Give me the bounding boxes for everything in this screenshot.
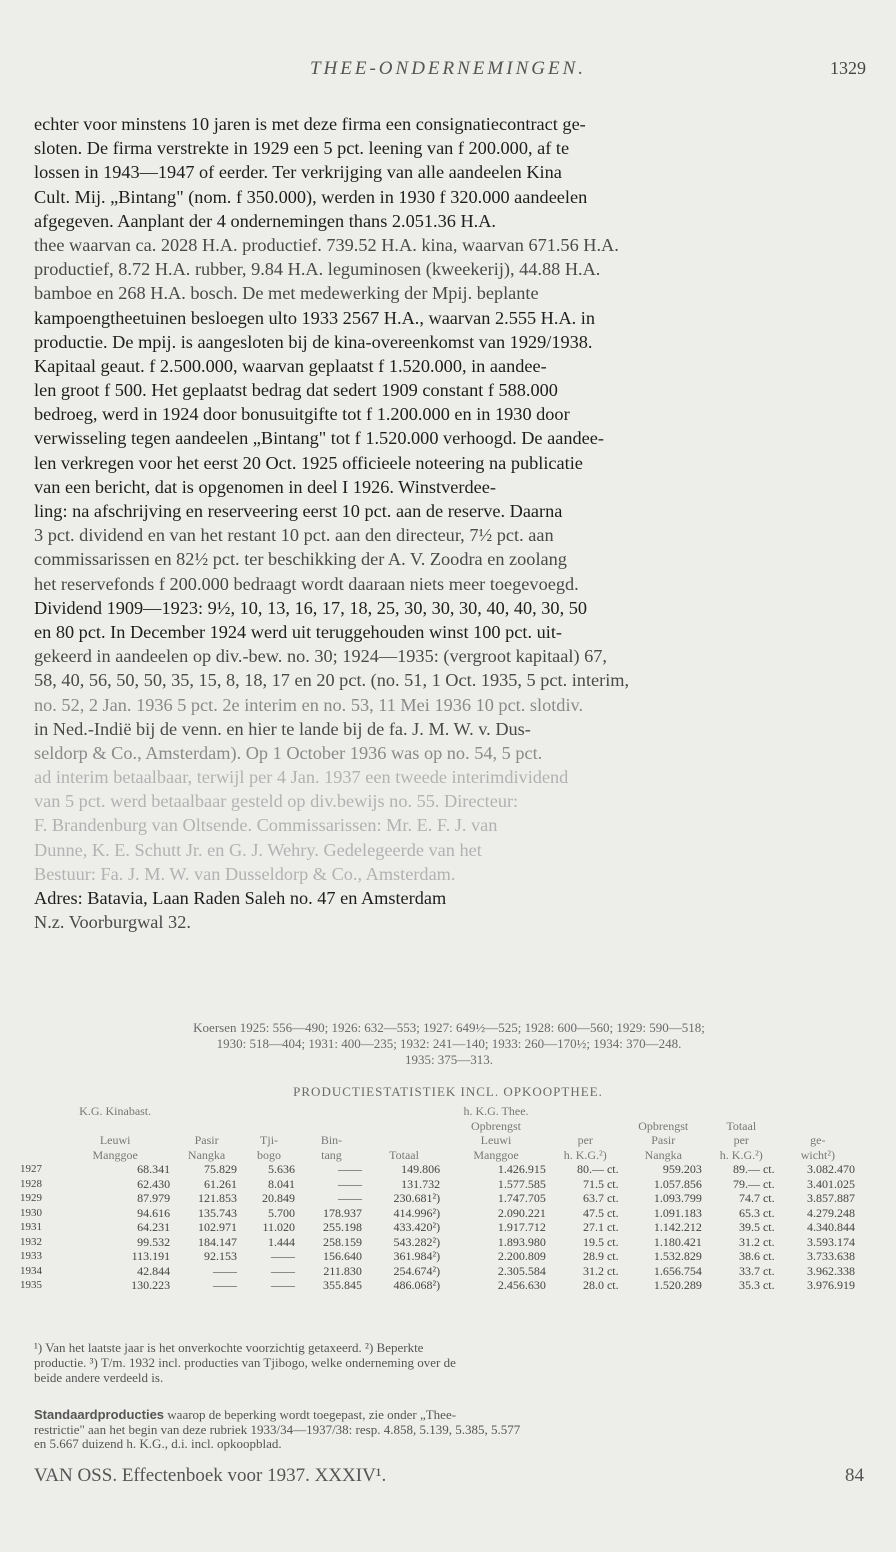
page-number: 1329 <box>830 58 866 78</box>
body-line: F. Brandenburg van Oltsende. Commissarissen: Mr. E. F. J. van <box>34 815 498 836</box>
header-cell: Opbrengst <box>470 1118 521 1133</box>
year-cell: 1934 <box>20 1264 42 1277</box>
body-line: sloten. De firma verstrekte in 1929 een 5 pct. leening van f 200.000, af te <box>34 138 570 159</box>
production-table <box>20 1104 858 1293</box>
header-cell <box>240 1119 298 1134</box>
header-cell: Manggoe <box>92 1147 138 1162</box>
header-cell <box>173 1104 240 1119</box>
header-cell: h. K.G. Thee. <box>463 1104 529 1118</box>
header-cell: Opbrengst <box>638 1118 689 1133</box>
header-cell: Bin- <box>320 1133 343 1147</box>
table-cell: 19.5 ct. <box>582 1234 619 1249</box>
table-cell: 74.7 ct. <box>738 1191 775 1205</box>
header-cell: Leuwi <box>99 1133 131 1147</box>
header-cell: Leuwi <box>480 1133 512 1147</box>
header-cell: Nangka <box>187 1147 226 1162</box>
page-title: THEE-ONDERNEMINGEN. <box>309 58 586 79</box>
body-line: 3 pct. dividend en van het restant 10 pct. aan den directeur, 7½ pct. aan <box>34 525 554 546</box>
body-line: van een bericht, dat is opgenomen in deel I 1926. Winstverdee- <box>34 476 496 497</box>
table-cell: 1.520.289 <box>653 1278 702 1292</box>
page-footer <box>34 1465 864 1491</box>
table-cell: 5.700 <box>268 1205 296 1220</box>
table-cell: 211.830 <box>323 1263 362 1278</box>
table-cell: —— <box>271 1278 296 1292</box>
header-cell <box>549 1119 622 1134</box>
year-cell: 1928 <box>20 1177 42 1190</box>
standaard-label: Standaardproducties <box>34 1407 165 1422</box>
header-cell: K.G. Kinabast. <box>79 1104 152 1118</box>
body-line: afgegeven. Aanplant der 4 ondernemingen thans 2.051.36 H.A. <box>34 210 496 231</box>
year-cell: 1931 <box>20 1221 42 1233</box>
header-cell: Totaal <box>389 1147 419 1162</box>
table-cell: 1.917.712 <box>497 1220 546 1234</box>
koersen-line: 1935: 375—313. <box>404 1052 494 1067</box>
table-cell: 20.849 <box>262 1191 296 1205</box>
table-cell: 486.068²) <box>393 1278 441 1292</box>
header-cell: Tji- <box>260 1133 279 1147</box>
body-line: thee waarvan ca. 2028 H.A. productief. 739.52 H.A. kina, waarvan 671.56 H.A. <box>34 234 619 255</box>
table-row <box>20 1220 858 1235</box>
header-cell: Pasir <box>194 1133 219 1147</box>
table-header-row <box>20 1148 858 1163</box>
table-cell: 1.893.980 <box>497 1234 546 1249</box>
footnote-line: ¹) Van het laatste jaar is het onverkochte voorzichtig getaxeerd. ²) Beperkte <box>34 1340 424 1355</box>
header-cell <box>365 1104 443 1119</box>
header-cell <box>365 1133 443 1148</box>
table-cell: 31.2 ct. <box>738 1234 775 1249</box>
year-cell: 1930 <box>20 1206 42 1219</box>
standaard-text: en 5.667 duizend h. K.G., d.i. incl. opkoopblad. <box>34 1436 282 1451</box>
header-cell: h. K.G.²) <box>563 1147 607 1162</box>
body-line: gekeerd in aandeelen op div.-bew. no. 30; 1924—1935: (vergroot kapitaal) 67, <box>34 646 607 667</box>
body-line: Dunne, K. E. Schutt Jr. en G. J. Wehry. Gedelegeerde van het <box>34 839 482 860</box>
table-cell: 2.305.584 <box>497 1263 546 1278</box>
footnote-line: productie. ³) T/m. 1932 incl. producties van Tjibogo, welke onderneming over de <box>34 1355 456 1370</box>
body-line: 58, 40, 56, 50, 50, 35, 15, 8, 18, 17 en 20 pct. (no. 51, 1 Oct. 1935, 5 pct. interim, <box>34 670 630 691</box>
table-cell: 184.147 <box>198 1234 238 1249</box>
table-cell: 3.733.638 <box>807 1249 855 1263</box>
body-line: len groot f 500. Het geplaatst bedrag dat sedert 1909 constant f 588.000 <box>34 380 558 401</box>
header-cell <box>778 1104 858 1119</box>
table-cell: 75.829 <box>204 1162 238 1176</box>
header-cell <box>298 1104 365 1119</box>
header-cell: per <box>577 1133 593 1147</box>
table-cell: 361.984²) <box>393 1249 441 1263</box>
table-header-row <box>20 1119 858 1134</box>
table-cell: 61.261 <box>204 1176 238 1191</box>
body-line: verwisseling tegen aandeelen „Bintang" tot f 1.520.000 verhoogd. De aandee- <box>34 428 604 449</box>
header-cell <box>173 1119 240 1134</box>
table-cell: 355.845 <box>322 1278 362 1292</box>
table-cell: 254.674²) <box>393 1263 441 1278</box>
table-cell: 65.3 ct. <box>738 1205 775 1220</box>
body-line: seldorp & Co., Amsterdam). Op 1 October 1936 was op no. 54, 5 pct. <box>34 742 543 763</box>
table-cell: —— <box>337 1176 362 1191</box>
header-cell <box>20 1104 57 1119</box>
body-text <box>34 112 864 934</box>
year-cell: 1929 <box>20 1192 42 1204</box>
header-cell <box>365 1119 443 1134</box>
table-cell: 94.616 <box>137 1205 171 1220</box>
header-cell <box>57 1119 173 1134</box>
body-line: en 80 pct. In December 1924 werd uit teruggehouden winst 100 pct. uit- <box>34 621 562 642</box>
table-cell: 959.203 <box>662 1162 702 1176</box>
table-cell: 130.223 <box>131 1278 171 1292</box>
header-cell: h. K.G.²) <box>719 1147 763 1162</box>
footer-source: VAN OSS. Effectenboek voor 1937. XXXIV¹. <box>34 1465 387 1486</box>
table-cell: —— <box>271 1249 296 1263</box>
table-cell: 1.747.705 <box>497 1191 546 1205</box>
table-cell: 102.971 <box>198 1220 238 1234</box>
body-line: Dividend 1909—1923: 9½, 10, 13, 16, 17, 18, 25, 30, 30, 30, 40, 40, 30, 50 <box>34 597 587 618</box>
table-cell: 121.853 <box>198 1191 238 1205</box>
table-cell: 2.200.809 <box>497 1249 546 1263</box>
table-cell: 1.057.856 <box>653 1176 702 1191</box>
table-cell: —— <box>337 1191 362 1205</box>
table-row <box>20 1278 858 1293</box>
standaard-text: restrictie" aan het begin van deze rubriek 1933/34—1937/38: resp. 4.858, 5.139, 5.385, 5.577 <box>34 1421 521 1437</box>
table-cell: 433.420²) <box>393 1220 441 1234</box>
body-line: len verkregen voor het eerst 20 Oct. 1925 officieele noteering na publicatie <box>34 452 583 473</box>
table-cell: 28.9 ct. <box>582 1249 619 1263</box>
table-cell: 4.340.844 <box>807 1220 855 1234</box>
statistics-title: PRODUCTIESTATISTIEK INCL. OPKOOPTHEE. <box>293 1084 603 1099</box>
table-cell: —— <box>271 1263 296 1278</box>
table-cell: 1.532.829 <box>653 1249 702 1263</box>
body-line: bamboe en 268 H.A. bosch. De met medewerking der Mpij. beplante <box>34 283 539 304</box>
table-row <box>20 1264 858 1279</box>
table-cell: 39.5 ct. <box>738 1220 775 1234</box>
table-cell: 11.020 <box>262 1220 296 1234</box>
table-cell: 71.5 ct. <box>582 1176 619 1191</box>
table-cell: 1.091.183 <box>653 1205 702 1220</box>
header-cell <box>778 1119 858 1134</box>
table-cell: 64.231 <box>137 1220 171 1234</box>
body-line: ling: na afschrijving en reserveering eerst 10 pct. aan de reserve. Daarna <box>34 501 563 521</box>
table-cell: 3.082.470 <box>807 1162 855 1176</box>
header-cell <box>20 1133 57 1148</box>
table-cell: 131.732 <box>401 1176 441 1191</box>
table-cell: 149.806 <box>401 1162 441 1176</box>
year-cell: 1927 <box>20 1163 42 1175</box>
table-header-row <box>20 1133 858 1148</box>
table-cell: 258.159 <box>322 1234 362 1249</box>
table-cell: 3.593.174 <box>807 1234 855 1249</box>
table-cell: 31.2 ct. <box>582 1263 619 1278</box>
body-line: van 5 pct. werd betaalbaar gesteld op div.bewijs no. 55. Directeur: <box>34 791 519 812</box>
table-cell: 3.401.025 <box>807 1176 855 1191</box>
table-cell: 1.656.754 <box>653 1263 702 1278</box>
header-cell <box>549 1104 622 1119</box>
koersen-line: Koersen 1925: 556—490; 1926: 632—553; 1927: 649½—525; 1928: 600—560; 1929: 590—518; <box>193 1020 705 1035</box>
header-cell: Totaal <box>726 1118 757 1133</box>
footer-page-number: 84 <box>845 1465 864 1486</box>
table-cell: 80.— ct. <box>576 1162 619 1176</box>
header-cell: Pasir <box>651 1133 676 1147</box>
table-row <box>20 1191 858 1206</box>
table-cell: 414.996²) <box>393 1205 441 1220</box>
table-cell: 28.0 ct. <box>582 1278 619 1292</box>
table-row <box>20 1235 858 1250</box>
table-cell: 4.279.248 <box>807 1205 855 1220</box>
table-cell: 1.180.421 <box>653 1234 702 1249</box>
header-cell <box>622 1104 705 1119</box>
body-line: ad interim betaalbaar, terwijl per 4 Jan. 1937 een tweede interimdividend <box>34 767 569 788</box>
year-cell: 1932 <box>20 1235 42 1248</box>
table-cell: 38.6 ct. <box>738 1249 775 1263</box>
table-cell: 42.844 <box>137 1263 171 1278</box>
table-cell: 178.937 <box>322 1205 362 1220</box>
table-header-row <box>20 1104 858 1119</box>
table-cell: 255.198 <box>322 1220 362 1234</box>
standaard-producties <box>34 1408 864 1452</box>
header-cell: Nangka <box>644 1147 682 1162</box>
table-cell: 47.5 ct. <box>582 1205 619 1220</box>
table-cell: 156.640 <box>322 1249 362 1263</box>
table-cell: 33.7 ct. <box>738 1263 775 1278</box>
standaard-text: waarop de beperking wordt toegepast, zie onder „Thee- <box>164 1407 457 1422</box>
table-cell: 3.976.919 <box>807 1278 855 1292</box>
header-cell <box>705 1104 778 1119</box>
table-cell: 8.041 <box>268 1176 296 1191</box>
header-cell <box>298 1119 365 1134</box>
header-cell <box>20 1119 57 1134</box>
footnote-line: beide andere verdeeld is. <box>34 1370 164 1385</box>
table-row <box>20 1162 858 1177</box>
table-cell: 62.430 <box>137 1176 171 1191</box>
footnotes <box>34 1340 864 1385</box>
year-cell: 1935 <box>20 1279 42 1291</box>
table-cell: —— <box>213 1278 238 1292</box>
table-cell: 1.093.799 <box>653 1191 702 1205</box>
table-cell: 1.426.915 <box>497 1162 546 1176</box>
table-cell: —— <box>213 1263 238 1278</box>
header-cell: ge- <box>810 1133 826 1147</box>
table-cell: 79.— ct. <box>732 1176 775 1191</box>
table-cell: 92.153 <box>204 1249 238 1263</box>
table-cell: 2.456.630 <box>497 1278 546 1292</box>
table-cell: 113.191 <box>131 1249 171 1263</box>
koersen-block <box>34 1020 864 1068</box>
body-line: Kapitaal geaut. f 2.500.000, waarvan geplaatst f 1.520.000, in aandee- <box>34 355 547 376</box>
running-header <box>0 58 896 88</box>
table-cell: 543.282²) <box>393 1234 441 1249</box>
header-cell: tang <box>321 1147 342 1162</box>
header-cell: wicht²) <box>800 1147 835 1162</box>
body-line: commissarissen en 82½ pct. ter beschikking der A. V. Zoodra en zoolang <box>34 549 567 570</box>
table-cell: 35.3 ct. <box>738 1278 775 1292</box>
header-cell <box>240 1104 298 1119</box>
table-cell: 89.— ct. <box>732 1162 775 1176</box>
header-cell: bogo <box>257 1147 282 1162</box>
year-cell: 1933 <box>20 1250 42 1262</box>
table-cell: 27.1 ct. <box>582 1220 619 1234</box>
header-cell: per <box>733 1133 749 1147</box>
table-cell: 1.444 <box>268 1234 296 1249</box>
header-cell: Manggoe <box>473 1147 519 1162</box>
table-row <box>20 1206 858 1221</box>
address-line: N.z. Voorburgwal 32. <box>34 912 191 933</box>
table-cell: 5.636 <box>268 1162 296 1176</box>
body-line: productief, 8.72 H.A. rubber, 9.84 H.A. leguminosen (kweekerij), 44.88 H.A. <box>34 259 601 280</box>
header-cell <box>20 1148 57 1163</box>
table-cell: 68.341 <box>137 1162 171 1176</box>
table-cell: 2.090.221 <box>497 1205 546 1220</box>
table-cell: 63.7 ct. <box>582 1191 619 1205</box>
table-cell: 99.532 <box>137 1234 171 1249</box>
table-cell: 230.681²) <box>393 1191 441 1205</box>
table-cell: 1.577.585 <box>497 1176 546 1191</box>
table-row <box>20 1177 858 1192</box>
body-line: no. 52, 2 Jan. 1936 5 pct. 2e interim en no. 53, 11 Mei 1936 10 pct. slotdiv. <box>34 694 584 715</box>
address-line: Adres: Batavia, Laan Raden Saleh no. 47 en Amsterdam <box>34 888 447 908</box>
body-line: bedroeg, werd in 1924 door bonusuitgifte tot f 1.200.000 en in 1930 door <box>34 404 570 425</box>
table-cell: 3.962.338 <box>807 1263 855 1278</box>
body-line: productie. De mpij. is aangesloten bij de kina-overeenkomst van 1929/1938. <box>34 331 593 352</box>
table-row <box>20 1249 858 1264</box>
table-cell: 135.743 <box>198 1205 238 1220</box>
body-line: echter voor minstens 10 jaren is met deze firma een consignatiecontract ge- <box>34 114 586 134</box>
table-cell: 1.142.212 <box>653 1220 702 1234</box>
body-line: Cult. Mij. „Bintang" (nom. f 350.000), werden in 1930 f 320.000 aandeelen <box>34 186 588 207</box>
body-line: kampoengtheetuinen besloegen ulto 1933 2567 H.A., waarvan 2.555 H.A. in <box>34 307 596 328</box>
body-line: Bestuur: Fa. J. M. W. van Dusseldorp & Co., Amsterdam. <box>34 863 456 884</box>
table-cell: 3.857.887 <box>807 1191 855 1205</box>
body-line: het reservefonds f 200.000 bedraagt wordt daaraan niets meer toegevoegd. <box>34 573 579 594</box>
body-line: in Ned.-Indië bij de venn. en hier te lande bij de fa. J. M. W. v. Dus- <box>34 718 531 739</box>
koersen-line: 1930: 518—404; 1931: 400—235; 1932: 241—140; 1933: 260—170½; 1934: 370—248. <box>216 1036 682 1051</box>
table-cell: —— <box>337 1162 362 1176</box>
table-cell: 87.979 <box>137 1191 171 1205</box>
body-line: lossen in 1943—1947 of eerder. Ter verkrijging van alle aandeelen Kina <box>34 162 562 183</box>
